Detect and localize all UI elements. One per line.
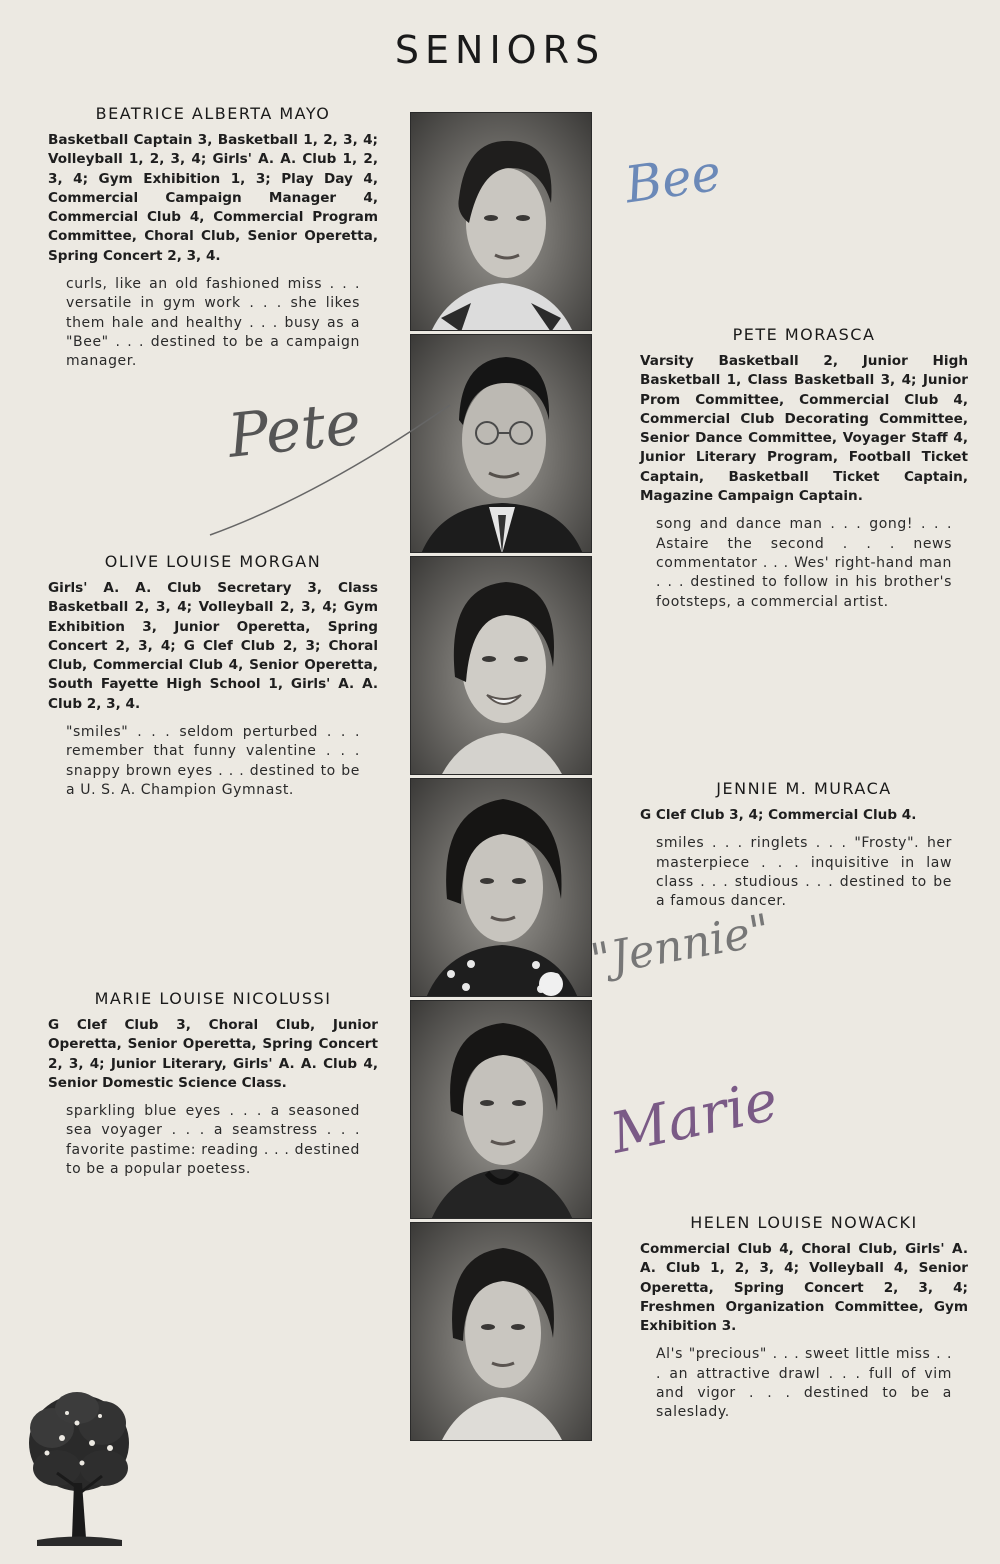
student-entry-morgan [48, 552, 378, 800]
student-activities: Basketball Captain 3, Basketball 1, 2, 3, 4; Volleyball 1, 2, 3, 4; Girls' A. A. Club 1, 2, 3, 4; Gym Exhibition 1, 3; Play Day 4, Commercial Campaign Manager 4, Commercial Club 4, Commercial Program Committee, Choral Club, Senior Operetta, Spring Concert 2, 3, 4. [48, 132, 378, 264]
student-quote: sparkling blue eyes . . . a seasoned sea voyager . . . a seamstress . . . favorite pastime: reading . . . destined to be a popular poetess. [66, 1103, 360, 1178]
student-activities: Varsity Basketball 2, Junior High Basketball 1, Class Basketball 3, 4; Junior Prom Committee, Commercial Club 4, Commercial Club Decorating Committee, Senior Dance Committee, Voyager Staff 4, Junior Literary Program, Football Ticket Captain, Basketball Ticket Captain, Magazine Campaign Captain. [640, 353, 968, 505]
student-activities: G Clef Club 3, 4; Commercial Club 4. [640, 807, 917, 823]
signature-bee: Bee [621, 143, 725, 215]
portrait-photo-mayo [410, 112, 592, 331]
portrait-photo-morgan [410, 556, 592, 775]
student-name: PETE MORASCA [732, 325, 876, 344]
signature-marie: Marie [605, 1068, 784, 1167]
signature-jennie: "Jennie" [586, 904, 775, 987]
student-quote: curls, like an old fashioned miss . . . versatile in gym work . . . she likes them hale and healthy . . . busy as a "Bee" . . . destined to be a campaign manager. [66, 276, 360, 370]
student-name: BEATRICE ALBERTA MAYO [95, 104, 331, 123]
page-title: SENIORS [394, 28, 606, 72]
student-quote: smiles . . . ringlets . . . "Frosty". her masterpiece . . . inquisitive in law class . . . studious . . . destined to be a famous dancer. [656, 835, 952, 910]
student-name: MARIE LOUISE NICOLUSSI [94, 989, 332, 1008]
student-entry-nicolussi [48, 989, 378, 1179]
student-activities: G Clef Club 3, Choral Club, Junior Operetta, Senior Operetta, Spring Concert 2, 3, 4; Junior Literary, Girls' A. A. Club 4, Senior Domestic Science Class. [48, 1017, 378, 1091]
student-name: OLIVE LOUISE MORGAN [104, 552, 322, 571]
student-quote: "smiles" . . . seldom perturbed . . . remember that funny valentine . . . snappy brown eyes . . . destined to be a U. S. A. Champion Gymnast. [66, 724, 360, 798]
student-activities: Girls' A. A. Club Secretary 3, Class Basketball 2, 3, 4; Volleyball 2, 3, 4; Gym Exhibition 3, Junior Operetta, Spring Concert 2, 3, 4; G Clef Club 2, 3; Choral Club, Commercial Club 4, Senior Operetta, South Fayette High School 1, Girls' A. A. Club 2, 3, 4. [48, 580, 378, 712]
portrait-photo-nicolussi [410, 1000, 592, 1219]
student-quote: Al's "precious" . . . sweet little miss . . . an attractive drawl . . . full of vim and vigor . . . destined to be a saleslady. [656, 1346, 952, 1421]
student-entry-mayo [48, 104, 378, 372]
student-entry-muraca [640, 779, 968, 911]
portrait-column [410, 112, 592, 1444]
student-quote: song and dance man . . . gong! . . . Astaire the second . . . news commentator . . . Wes' right-hand man . . . destined to follow in his brother's footsteps, a commercial artist. [656, 516, 952, 610]
student-activities: Commercial Club 4, Choral Club, Girls' A. A. Club 1, 2, 3, 4; Volleyball 4, Senior Operetta, Spring Concert 2, 3, 4; Freshmen Organization Committee, Gym Exhibition 3. [640, 1241, 968, 1335]
signature-pete-flourish [200, 385, 460, 545]
tree-illustration [22, 1388, 137, 1553]
student-entry-morasca [640, 325, 968, 612]
student-name: HELEN LOUISE NOWACKI [690, 1213, 918, 1232]
student-name: JENNIE M. MURACA [716, 779, 892, 798]
portrait-photo-muraca [410, 778, 592, 997]
signature-pete: Pete [224, 388, 365, 472]
portrait-photo-nowacki [410, 1222, 592, 1441]
student-entry-nowacki [640, 1213, 968, 1423]
